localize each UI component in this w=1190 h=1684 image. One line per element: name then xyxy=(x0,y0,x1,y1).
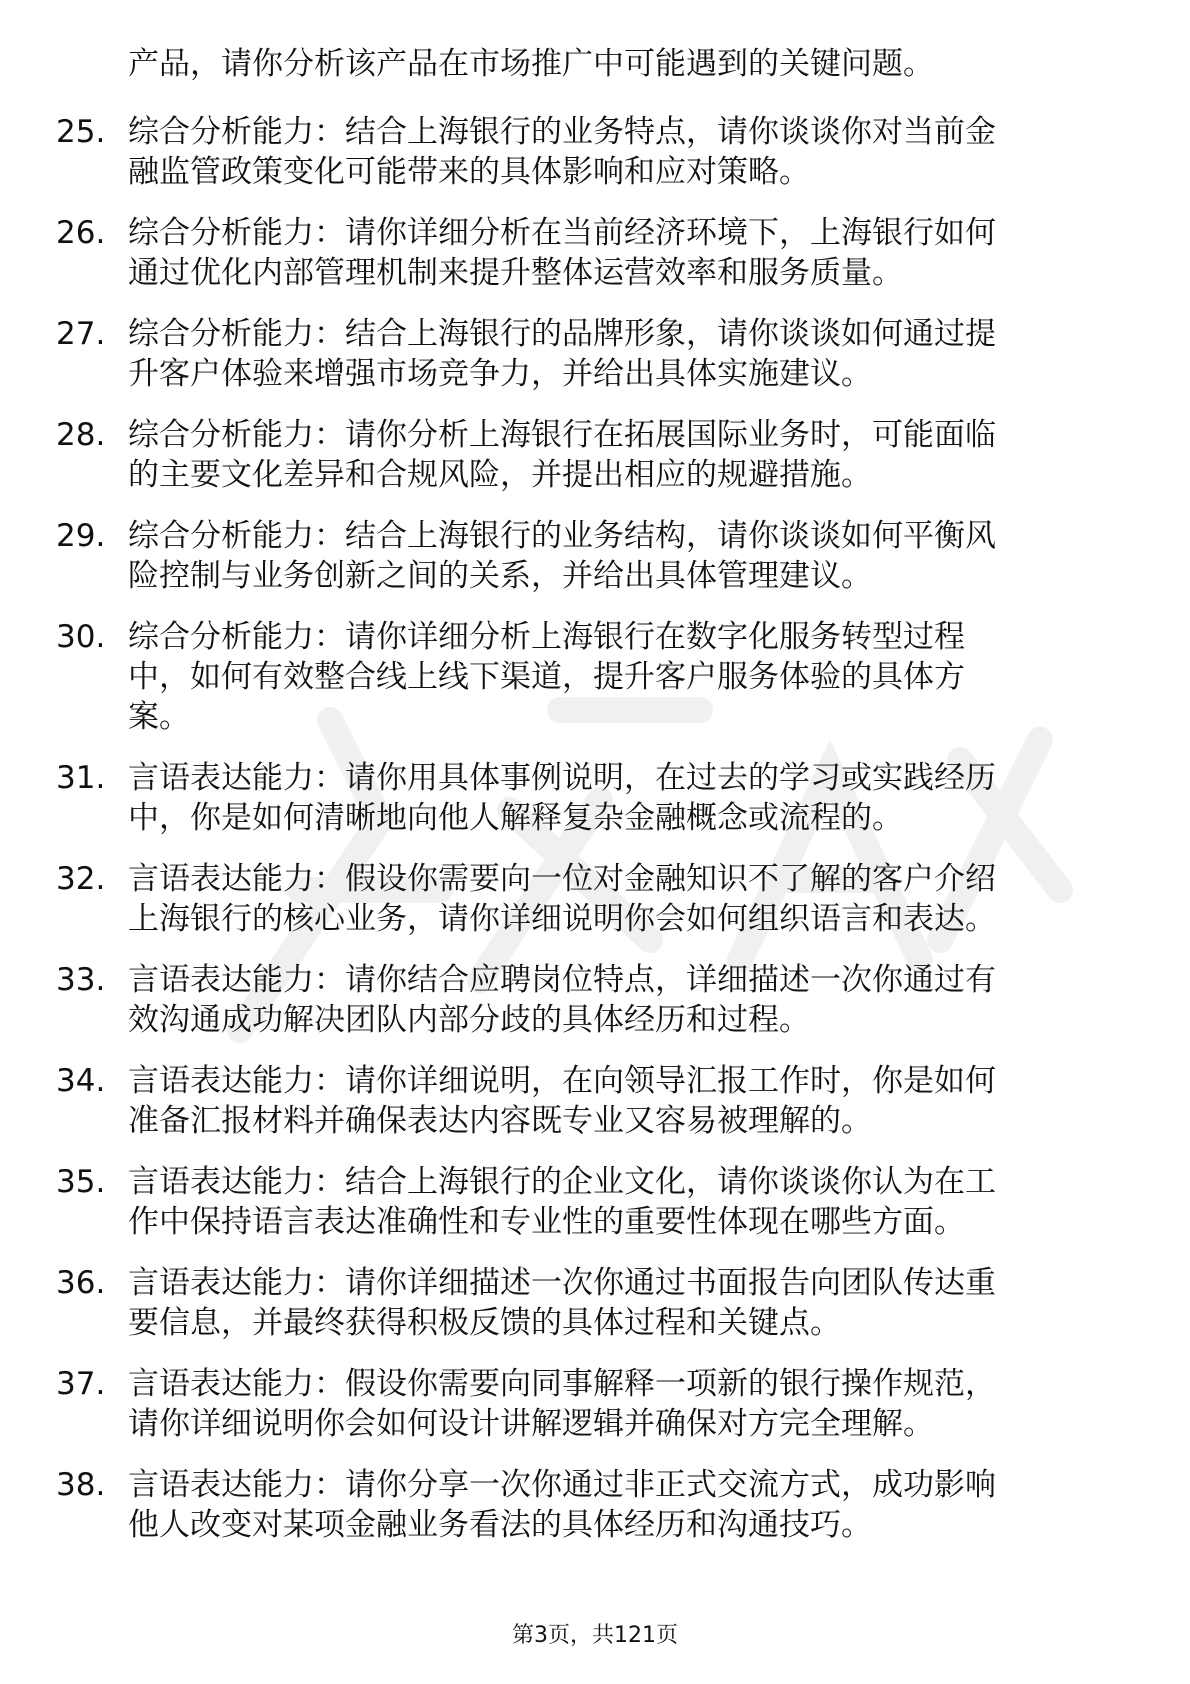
list-item xyxy=(56,1061,1126,1141)
item-text-line: 言语表达能力：结合上海银行的企业文化，请你谈谈你认为在工 xyxy=(128,1164,996,1200)
page-footer: 第3页，共121页 xyxy=(512,1623,678,1648)
item-text-line: 综合分析能力：结合上海银行的品牌形象，请你谈谈如何通过提 xyxy=(128,316,996,352)
list-item xyxy=(56,213,1126,293)
item-number: 37. xyxy=(56,1366,106,1402)
item-number: 34. xyxy=(56,1063,106,1099)
item-text-line: 他人改变对某项金融业务看法的具体经历和沟通技巧。 xyxy=(128,1507,872,1543)
item-text-line: 综合分析能力：结合上海银行的业务结构，请你谈谈如何平衡风 xyxy=(128,518,996,554)
item-text xyxy=(128,314,1108,394)
item-text-line: 案。 xyxy=(128,699,190,735)
item-number: 38. xyxy=(56,1467,106,1503)
item-text-line: 的主要文化差异和合规风险，并提出相应的规避措施。 xyxy=(128,457,872,493)
item-text xyxy=(128,1061,1108,1141)
list-item xyxy=(56,1263,1126,1343)
list-item xyxy=(56,112,1126,192)
item-text-line: 言语表达能力：请你分享一次你通过非正式交流方式，成功影响 xyxy=(128,1467,996,1503)
list-item xyxy=(56,1162,1126,1242)
item-text-line: 准备汇报材料并确保表达内容既专业又容易被理解的。 xyxy=(128,1103,872,1139)
item-text-line: 言语表达能力：请你用具体事例说明，在过去的学习或实践经历 xyxy=(128,760,996,796)
item-text-line: 言语表达能力：请你结合应聘岗位特点，详细描述一次你通过有 xyxy=(128,962,996,998)
item-text-line: 言语表达能力：假设你需要向一位对金融知识不了解的客户介绍 xyxy=(128,861,996,897)
item-number: 25. xyxy=(56,114,106,150)
item-text-line: 综合分析能力：请你详细分析上海银行在数字化服务转型过程 xyxy=(128,619,965,655)
item-number: 32. xyxy=(56,861,106,897)
item-text-line: 通过优化内部管理机制来提升整体运营效率和服务质量。 xyxy=(128,255,903,291)
continuation-line: 产品，请你分析该产品在市场推广中可能遇到的关键问题。 xyxy=(128,46,934,82)
list-item xyxy=(56,1465,1126,1545)
item-text xyxy=(128,516,1108,596)
list-item xyxy=(56,758,1126,838)
item-text-line: 中，你是如何清晰地向他人解释复杂金融概念或流程的。 xyxy=(128,800,903,836)
item-text-line: 要信息，并最终获得积极反馈的具体过程和关键点。 xyxy=(128,1305,841,1341)
item-text-line: 综合分析能力：请你详细分析在当前经济环境下，上海银行如何 xyxy=(128,215,996,251)
item-text-line: 言语表达能力：假设你需要向同事解释一项新的银行操作规范， xyxy=(128,1366,996,1402)
item-text xyxy=(128,1263,1108,1343)
list-item xyxy=(56,617,1126,737)
item-text xyxy=(128,1465,1108,1545)
list-item xyxy=(56,1364,1126,1444)
item-number: 33. xyxy=(56,962,106,998)
item-text xyxy=(128,415,1108,495)
item-text-line: 言语表达能力：请你详细描述一次你通过书面报告向团队传达重 xyxy=(128,1265,996,1301)
item-text-line: 升客户体验来增强市场竞争力，并给出具体实施建议。 xyxy=(128,356,872,392)
item-text xyxy=(128,960,1108,1040)
item-number: 36. xyxy=(56,1265,106,1301)
item-text-line: 作中保持语言表达准确性和专业性的重要性体现在哪些方面。 xyxy=(128,1204,965,1240)
question-list xyxy=(56,112,1126,1566)
item-text xyxy=(128,112,1108,192)
item-number: 35. xyxy=(56,1164,106,1200)
item-text-line: 综合分析能力：结合上海银行的业务特点，请你谈谈你对当前金 xyxy=(128,114,996,150)
list-item xyxy=(56,960,1126,1040)
list-item xyxy=(56,415,1126,495)
item-number: 29. xyxy=(56,518,106,554)
item-text-line: 言语表达能力：请你详细说明，在向领导汇报工作时，你是如何 xyxy=(128,1063,996,1099)
item-text-line: 效沟通成功解决团队内部分歧的具体经历和过程。 xyxy=(128,1002,810,1038)
list-item xyxy=(56,516,1126,596)
item-number: 26. xyxy=(56,215,106,251)
item-text-line: 上海银行的核心业务，请你详细说明你会如何组织语言和表达。 xyxy=(128,901,996,937)
item-text xyxy=(128,617,1108,737)
item-text xyxy=(128,213,1108,293)
item-text xyxy=(128,859,1108,939)
item-text-line: 综合分析能力：请你分析上海银行在拓展国际业务时，可能面临 xyxy=(128,417,996,453)
item-number: 27. xyxy=(56,316,106,352)
item-text-line: 请你详细说明你会如何设计讲解逻辑并确保对方完全理解。 xyxy=(128,1406,934,1442)
list-item xyxy=(56,859,1126,939)
item-text xyxy=(128,1162,1108,1242)
item-number: 31. xyxy=(56,760,106,796)
item-text xyxy=(128,758,1108,838)
item-number: 30. xyxy=(56,619,106,655)
item-text xyxy=(128,1364,1108,1444)
item-text-line: 中，如何有效整合线上线下渠道，提升客户服务体验的具体方 xyxy=(128,659,965,695)
item-number: 28. xyxy=(56,417,106,453)
list-item xyxy=(56,314,1126,394)
item-text-line: 融监管政策变化可能带来的具体影响和应对策略。 xyxy=(128,154,810,190)
item-text-line: 险控制与业务创新之间的关系，并给出具体管理建议。 xyxy=(128,558,872,594)
